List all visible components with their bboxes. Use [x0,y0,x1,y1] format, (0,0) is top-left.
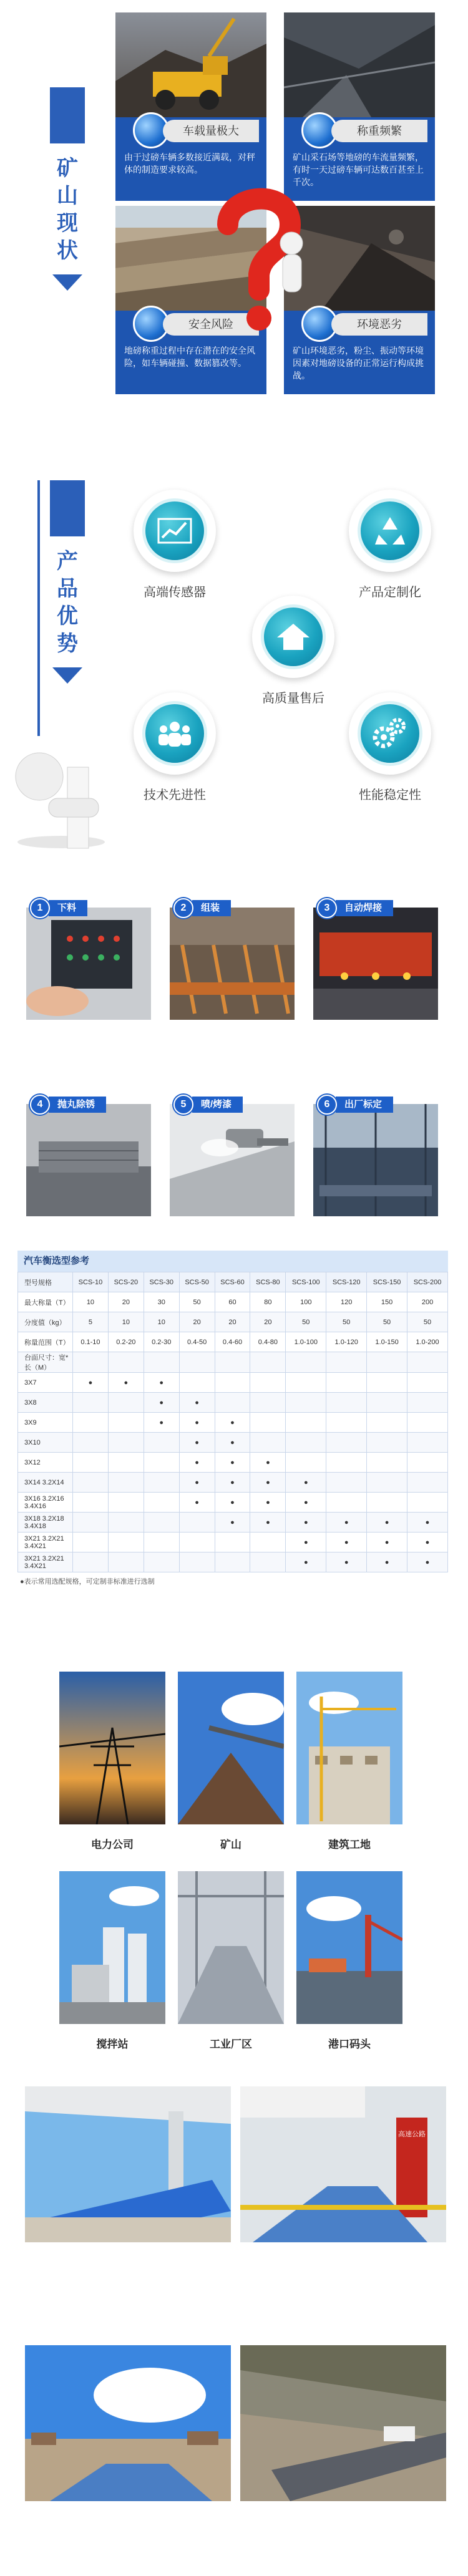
truck-photo [115,12,266,117]
step-number: 4 [30,1095,50,1115]
table-cell [144,1352,179,1373]
table-cell: SCS-80 [250,1272,286,1292]
feature-label: 产品定制化 [359,586,421,599]
table-cell [326,1413,367,1433]
table-cell [108,1473,144,1493]
table-row [18,1332,448,1352]
table-cell [179,1352,215,1373]
table-cell [286,1373,326,1393]
advantages-title [50,480,85,684]
title-text [50,143,85,264]
step-label: 喷/烤漆 [192,1097,243,1113]
table-cell: 100 [286,1292,326,1312]
spec-table [17,1272,448,1572]
table-row [18,1533,448,1552]
table-cell [367,1393,407,1413]
feature-stability [328,692,452,803]
table-cell [407,1453,448,1473]
table-cell: SCS-150 [367,1272,407,1292]
table-cell: 50 [407,1312,448,1332]
step-number: 1 [30,898,50,918]
table-cell: 0.2-30 [144,1332,179,1352]
table-cell: 50 [286,1312,326,1332]
table-cell: SCS-60 [215,1272,250,1292]
table-cell: ● [179,1453,215,1473]
table-cell [108,1513,144,1533]
table-cell: ● [407,1513,448,1533]
app-photo-port [296,1871,402,2024]
row-header-cell: 3X18 3.2X18 3.4X18 [18,1513,73,1533]
process-photo-assembly [170,908,295,1020]
title-char: 品 [57,577,78,601]
table-cell [286,1413,326,1433]
row-header-cell: 3X14 3.2X14 [18,1473,73,1493]
table-cell [250,1433,286,1453]
table-cell: 10 [108,1312,144,1332]
table-cell [286,1433,326,1453]
table-cell: 20 [250,1312,286,1332]
table-cell: 20 [108,1292,144,1312]
table-cell [407,1493,448,1513]
table-cell [250,1552,286,1572]
feature-label: 高端传感器 [144,586,206,599]
house-icon [261,604,326,669]
status-card-load [115,12,266,201]
table-cell [326,1393,367,1413]
table-cell: 0.4-80 [250,1332,286,1352]
spec-table-title: 汽车衡选型参考 [17,1251,448,1272]
table-cell [73,1453,109,1473]
table-cell [108,1393,144,1413]
process-photo-cutting [26,908,151,1020]
table-cell: ● [407,1552,448,1572]
table-cell [144,1552,179,1572]
table-cell: SCS-100 [286,1272,326,1292]
process-photo-blasting [26,1104,151,1216]
table-cell: ● [215,1493,250,1513]
app-label: 电力公司 [91,1839,134,1851]
table-cell: 0.4-50 [179,1332,215,1352]
table-cell: ● [250,1473,286,1493]
row-header-cell: 3X10 [18,1433,73,1453]
table-cell [215,1352,250,1373]
table-cell [250,1352,286,1373]
table-cell [73,1393,109,1413]
table-cell [73,1433,109,1453]
table-row [18,1292,448,1312]
table-cell [250,1373,286,1393]
table-cell: ● [250,1493,286,1513]
table-cell: 200 [407,1292,448,1312]
card-description: 地磅称重过程中存在潜在的安全风险，如车辆碰撞、数据篡改等。 [124,346,255,368]
card-description: 矿山环境恶劣，粉尘、振动等环境因素对地磅设备的正常运行构成挑战。 [293,346,424,380]
gallery-photo-field [25,2345,231,2501]
app-photo-power [59,1672,165,1824]
quarry-photo [284,12,435,117]
row-header-cell: 3X21 3.2X21 3.4X21 [18,1552,73,1572]
table-row [18,1493,448,1513]
table-cell: 0.1-10 [73,1332,109,1352]
step-number: 3 [317,898,337,918]
table-cell: 50 [326,1312,367,1332]
table-cell: SCS-120 [326,1272,367,1292]
table-cell [407,1413,448,1433]
table-cell: ● [326,1513,367,1533]
table-cell [108,1413,144,1433]
thinking-figure [5,748,111,858]
app-photo-mixing [59,1871,165,2024]
process-photo-calibration [313,1104,438,1216]
table-cell: ● [250,1513,286,1533]
table-cell [73,1352,109,1373]
table-cell [367,1493,407,1513]
table-cell [367,1473,407,1493]
title-char: 状 [57,239,78,263]
table-cell: ● [179,1413,215,1433]
table-cell: SCS-30 [144,1272,179,1292]
title-char: 现 [57,211,78,235]
table-cell: ● [326,1552,367,1572]
step-number: 2 [173,898,193,918]
table-cell [73,1533,109,1552]
row-header-cell: 型号规格 [18,1272,73,1292]
table-cell: SCS-20 [108,1272,144,1292]
table-cell: 20 [179,1312,215,1332]
row-header-cell: 3X16 3.2X16 3.4X16 [18,1493,73,1513]
step-label: 自动焊接 [336,900,393,916]
table-cell: ● [286,1533,326,1552]
card-caption: 称重频繁 [331,120,427,142]
table-row [18,1312,448,1332]
table-cell: ● [326,1533,367,1552]
table-cell [215,1533,250,1552]
table-row [18,1433,448,1453]
table-cell: ● [215,1413,250,1433]
table-cell: 30 [144,1292,179,1312]
spec-table-note: ●表示常用选配规格，可定制非标准进行选制 [20,1578,155,1586]
row-header-cell: 3X9 [18,1413,73,1433]
title-char: 产 [57,550,78,573]
table-cell: ● [215,1453,250,1473]
table-cell [73,1493,109,1513]
table-cell [108,1453,144,1473]
table-cell [407,1473,448,1493]
table-cell: 20 [215,1312,250,1332]
step-label: 组装 [192,900,231,916]
table-cell: ● [367,1552,407,1572]
table-cell: ● [215,1513,250,1533]
row-header-cell: 3X12 [18,1453,73,1473]
table-cell [73,1413,109,1433]
table-cell: 10 [144,1312,179,1332]
table-cell: ● [286,1552,326,1572]
title-bar [50,87,85,143]
table-cell: SCS-50 [179,1272,215,1292]
step-number: 5 [173,1095,193,1115]
table-cell: ● [215,1433,250,1453]
title-bar [50,480,85,536]
table-cell [326,1473,367,1493]
row-header-cell: 台面尺寸：宽*长（M） [18,1352,73,1373]
table-cell: 50 [367,1312,407,1332]
step-label: 抛丸除锈 [49,1097,106,1113]
table-cell [144,1473,179,1493]
table-cell: ● [407,1533,448,1552]
table-row [18,1352,448,1373]
title-char: 势 [57,632,78,656]
table-row [18,1393,448,1413]
divider-line [37,480,40,736]
table-row [18,1413,448,1433]
title-char: 山 [57,184,78,208]
table-cell [215,1393,250,1413]
table-cell [108,1493,144,1513]
app-label: 矿山 [220,1839,241,1851]
table-cell: ● [179,1473,215,1493]
table-cell: ● [179,1493,215,1513]
table-cell [407,1373,448,1393]
team-icon [142,701,207,766]
title-text [50,536,85,657]
table-cell [326,1493,367,1513]
feature-label: 性能稳定性 [359,788,421,802]
table-cell [286,1453,326,1473]
table-cell [326,1352,367,1373]
title-char: 优 [57,604,78,628]
table-cell [179,1552,215,1572]
table-cell: 1.0-100 [286,1332,326,1352]
table-cell [144,1513,179,1533]
gallery-photo-station [240,2086,446,2242]
table-cell [250,1393,286,1413]
table-cell [367,1453,407,1473]
app-photo-construction [296,1672,402,1824]
card-caption: 车载量极大 [163,120,259,142]
gallery-photo-hillside [240,2345,446,2501]
process-photo-painting [170,1104,295,1216]
table-cell: 1.0-150 [367,1332,407,1352]
feature-technology [112,692,237,803]
row-header-cell: 称量范围（T） [18,1332,73,1352]
table-cell [407,1433,448,1453]
table-cell [215,1373,250,1393]
table-cell: 5 [73,1312,109,1332]
app-photo-factory [178,1871,284,2024]
table-cell: ● [215,1473,250,1493]
app-label: 搅拌站 [96,2038,129,2050]
table-row [18,1453,448,1473]
table-cell [179,1513,215,1533]
table-row [18,1373,448,1393]
title-arrow-icon [52,667,82,684]
feature-label: 高质量售后 [262,692,324,705]
row-header-cell: 分度值（kg） [18,1312,73,1332]
app-photo-mine [178,1672,284,1824]
table-cell [108,1533,144,1552]
table-cell: 60 [215,1292,250,1312]
recycle-icon [358,498,422,563]
table-cell: ● [250,1453,286,1473]
table-cell [367,1433,407,1453]
spec-table-section [17,1251,448,1586]
gallery-sign-text: 高速公路 [398,2130,426,2138]
table-cell [407,1393,448,1413]
table-cell: 50 [179,1292,215,1312]
table-cell [326,1373,367,1393]
table-cell: ● [179,1433,215,1453]
table-cell [250,1533,286,1552]
table-cell: ● [144,1393,179,1413]
table-cell [250,1413,286,1433]
table-cell: 120 [326,1292,367,1312]
table-cell: 10 [73,1292,109,1312]
table-cell [215,1552,250,1572]
feature-sensor [112,490,237,600]
title-char: 矿 [57,157,78,180]
table-cell: SCS-10 [73,1272,109,1292]
table-cell [407,1352,448,1373]
feature-customization [328,490,452,600]
table-cell [326,1433,367,1453]
card-caption: 环境恶劣 [331,313,427,336]
table-cell [73,1552,109,1572]
chart-icon [142,498,207,563]
table-cell: 80 [250,1292,286,1312]
table-row [18,1473,448,1493]
feature-service [231,596,356,706]
table-cell: ● [144,1413,179,1433]
table-cell [179,1533,215,1552]
gears-icon [358,701,422,766]
card-caption: 安全风险 [163,313,259,336]
table-cell: ● [367,1533,407,1552]
table-cell [108,1433,144,1453]
table-cell: 0.2-20 [108,1332,144,1352]
table-cell: ● [286,1493,326,1513]
table-cell [144,1493,179,1513]
app-label: 港口码头 [328,2038,371,2050]
table-cell: SCS-200 [407,1272,448,1292]
table-cell: ● [367,1513,407,1533]
table-cell: 1.0-200 [407,1332,448,1352]
title-arrow-icon [52,274,82,291]
table-cell [108,1352,144,1373]
status-card-frequency [284,12,435,201]
step-label: 出厂标定 [336,1097,393,1113]
table-cell: ● [286,1513,326,1533]
table-cell [144,1433,179,1453]
table-cell [286,1352,326,1373]
process-photo-welding [313,908,438,1020]
table-cell [179,1373,215,1393]
table-cell: ● [144,1373,179,1393]
table-header-row [18,1272,448,1292]
table-cell: 0.4-60 [215,1332,250,1352]
feature-label: 技术先进性 [144,788,206,802]
table-cell: ● [73,1373,109,1393]
row-header-cell: 3X7 [18,1373,73,1393]
mining-status-title [50,87,85,291]
question-mark-figure [209,181,309,337]
gallery-photo-canopy [25,2086,231,2242]
table-cell: ● [108,1373,144,1393]
table-cell [73,1513,109,1533]
table-cell [286,1393,326,1413]
table-cell: ● [286,1473,326,1493]
table-cell [73,1473,109,1493]
table-cell [326,1453,367,1473]
card-description: 矿山采石场等地磅的车流量频繁，有时一天过磅车辆可达数百甚至上千次。 [293,152,424,187]
table-row [18,1552,448,1572]
table-cell [144,1533,179,1552]
table-cell [367,1373,407,1393]
table-cell: 1.0-120 [326,1332,367,1352]
table-cell [144,1453,179,1473]
card-description: 由于过磅车辆多数接近满载，对秤体的制造要求较高。 [124,152,255,175]
table-row [18,1513,448,1533]
table-cell [367,1413,407,1433]
step-number: 6 [317,1095,337,1115]
app-label: 建筑工地 [328,1839,371,1851]
row-header-cell: 最大称量（T） [18,1292,73,1312]
table-cell: 150 [367,1292,407,1312]
app-label: 工业厂区 [210,2038,252,2050]
row-header-cell: 3X21 3.2X21 3.4X21 [18,1533,73,1552]
table-cell [108,1552,144,1572]
table-cell: ● [179,1393,215,1413]
row-header-cell: 3X8 [18,1393,73,1413]
table-cell [367,1352,407,1373]
step-label: 下料 [49,900,87,916]
